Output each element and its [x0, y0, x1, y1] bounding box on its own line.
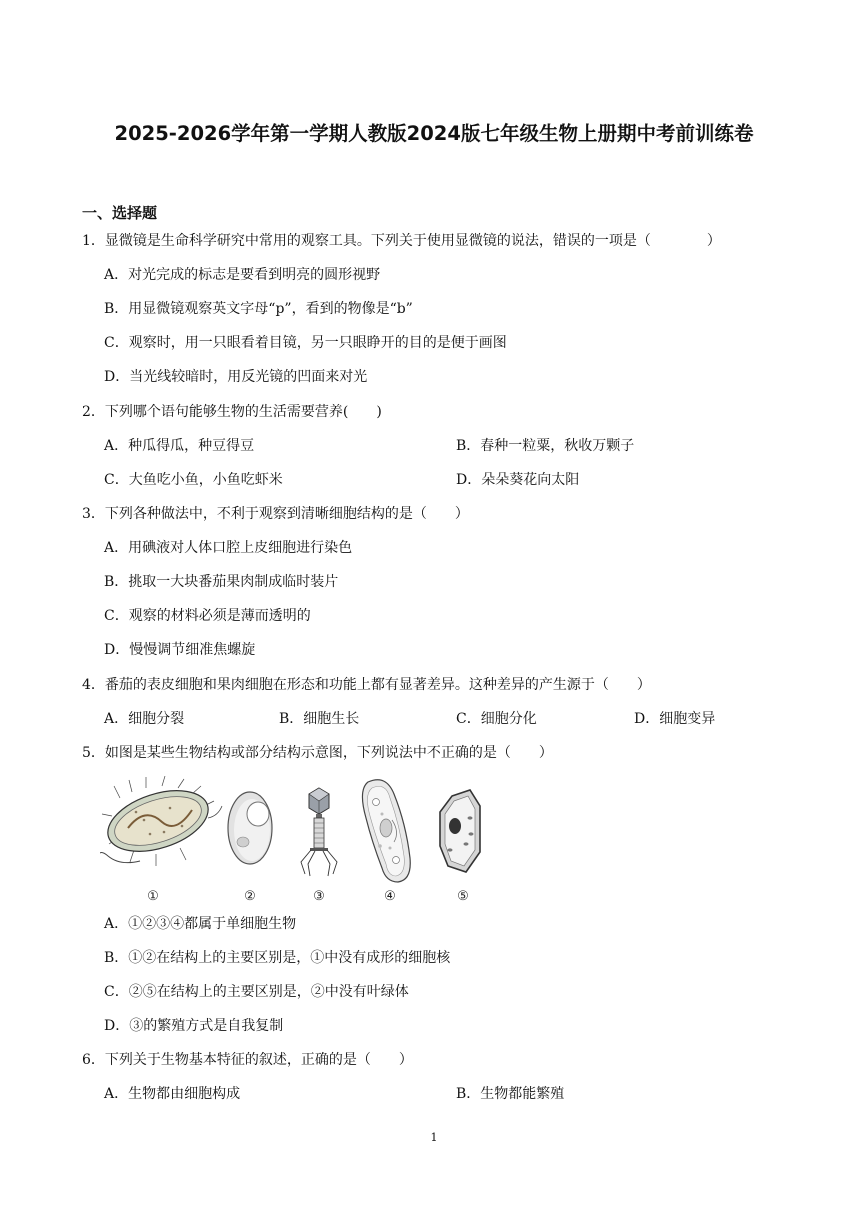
- question-1-stem: 1．显微镜是生命科学研究中常用的观察工具。下列关于使用显微镜的说法，错误的一项是（ ）: [82, 233, 721, 249]
- bacterium-illustration: [100, 776, 222, 866]
- question-1-option-a: A．对光完成的标志是要看到明亮的圆形视野: [104, 267, 381, 283]
- question-6-option-a: A．生物都由细胞构成: [104, 1086, 241, 1102]
- page-number: 1: [430, 1131, 438, 1144]
- question-6-stem: 6．下列关于生物基本特征的叙述，正确的是（ ）: [82, 1052, 413, 1068]
- figure-label-2: ②: [244, 889, 256, 904]
- question-4-option-b: B．细胞生长: [279, 711, 360, 727]
- question-5-option-d: D．③的繁殖方式是自我复制: [104, 1018, 284, 1034]
- question-2-option-c: C．大鱼吃小鱼，小鱼吃虾米: [104, 472, 283, 488]
- question-2-option-b: B．春种一粒粟，秋收万颗子: [456, 438, 635, 454]
- question-4-option-c: C．细胞分化: [456, 711, 537, 727]
- yeast-cell-illustration: [228, 792, 272, 864]
- question-3-option-d: D．慢慢调节细准焦螺旋: [104, 642, 256, 658]
- question-3-stem: 3．下列各种做法中，不利于观察到清晰细胞结构的是（ ）: [82, 506, 469, 522]
- question-1-option-b: B．用显微镜观察英文字母“p”，看到的物像是“b”: [104, 301, 413, 317]
- question-3-option-c: C．观察的材料必须是薄而透明的: [104, 608, 311, 624]
- figure-label-4: ④: [384, 889, 396, 904]
- question-2-option-a: A．种瓜得瓜，种豆得豆: [104, 438, 255, 454]
- question-5-option-c: C．②⑤在结构上的主要区别是，②中没有叶绿体: [104, 984, 409, 1000]
- question-6-option-b: B．生物都能繁殖: [456, 1086, 565, 1102]
- question-2-option-d: D．朵朵葵花向太阳: [456, 472, 580, 488]
- question-4-option-a: A．细胞分裂: [104, 711, 185, 727]
- question-1-option-c: C．观察时，用一只眼看着目镜，另一只眼睁开的目的是便于画图: [104, 335, 507, 351]
- question-1-option-d: D．当光线较暗时，用反光镜的凹面来对光: [104, 369, 368, 385]
- plant-cell-illustration: [440, 790, 480, 872]
- question-5-option-b: B．①②在结构上的主要区别是，①中没有成形的细胞核: [104, 950, 451, 966]
- exam-title: 2025-2026学年第一学期人教版2024版七年级生物上册期中考前训练卷: [114, 122, 754, 145]
- question-5-option-a: A．①②③④都属于单细胞生物: [104, 916, 297, 932]
- question-3-option-a: A．用碘液对人体口腔上皮细胞进行染色: [104, 540, 353, 556]
- figure-label-5: ⑤: [457, 889, 469, 904]
- figure-label-1: ①: [147, 889, 159, 904]
- bacteriophage-illustration: [301, 788, 337, 876]
- question-5-stem: 5．如图是某些生物结构或部分结构示意图，下列说法中不正确的是（ ）: [82, 745, 553, 761]
- organism-structure-figure: [100, 776, 500, 904]
- paramecium-illustration: [362, 780, 410, 882]
- question-3-option-b: B．挑取一大块番茄果肉制成临时装片: [104, 574, 339, 590]
- question-2-stem: 2．下列哪个语句能够生物的生活需要营养( ): [82, 404, 382, 420]
- section-heading: 一、选择题: [82, 204, 158, 222]
- figure-label-3: ③: [313, 889, 325, 904]
- question-4-stem: 4．番茄的表皮细胞和果肉细胞在形态和功能上都有显著差异。这种差异的产生源于（ ）: [82, 677, 651, 693]
- question-4-option-d: D．细胞变异: [634, 711, 716, 727]
